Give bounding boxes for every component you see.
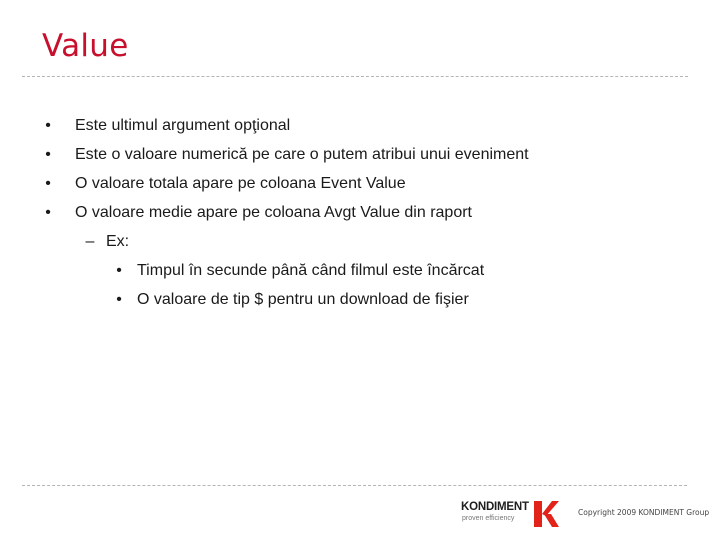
bullet-marker: • bbox=[45, 175, 51, 192]
logo-k-stem bbox=[534, 501, 542, 527]
bullet-marker: • bbox=[45, 204, 51, 221]
sub-sub-bullet-text: Timpul în secunde până când filmul este încărcat bbox=[137, 262, 485, 279]
copyright-text: Copyright 2009 KONDIMENT Group bbox=[578, 508, 710, 517]
bullet-text: O valoare totala apare pe coloana Event Value bbox=[75, 175, 406, 192]
footer-divider bbox=[22, 485, 687, 486]
logo-wordmark: KONDIMENT bbox=[461, 501, 529, 513]
sub-sub-bullet-text: O valoare de tip $ pentru un download de fişier bbox=[137, 291, 469, 308]
bullet-marker: • bbox=[45, 146, 51, 163]
dash-marker: – bbox=[85, 233, 95, 250]
bullet-marker: • bbox=[116, 291, 122, 308]
logo-tagline: proven efficiency bbox=[462, 515, 515, 522]
logo-k-arm-upper bbox=[542, 501, 559, 516]
bullet-text: Este ultimul argument opţional bbox=[75, 117, 291, 134]
bullet-marker: • bbox=[45, 117, 51, 134]
bullet-text: Este o valoare numerică pe care o putem atribui unui eveniment bbox=[75, 146, 529, 163]
title-divider bbox=[22, 76, 688, 77]
kondiment-logo bbox=[458, 498, 560, 530]
logo-k-icon bbox=[532, 498, 560, 528]
sub-bullet-text: Ex: bbox=[106, 233, 130, 250]
bullet-text: O valoare medie apare pe coloana Avgt Value din raport bbox=[75, 204, 472, 221]
slide-title: Value bbox=[42, 28, 129, 64]
bullet-marker: • bbox=[116, 262, 122, 279]
logo-k-arm-lower bbox=[544, 514, 559, 527]
